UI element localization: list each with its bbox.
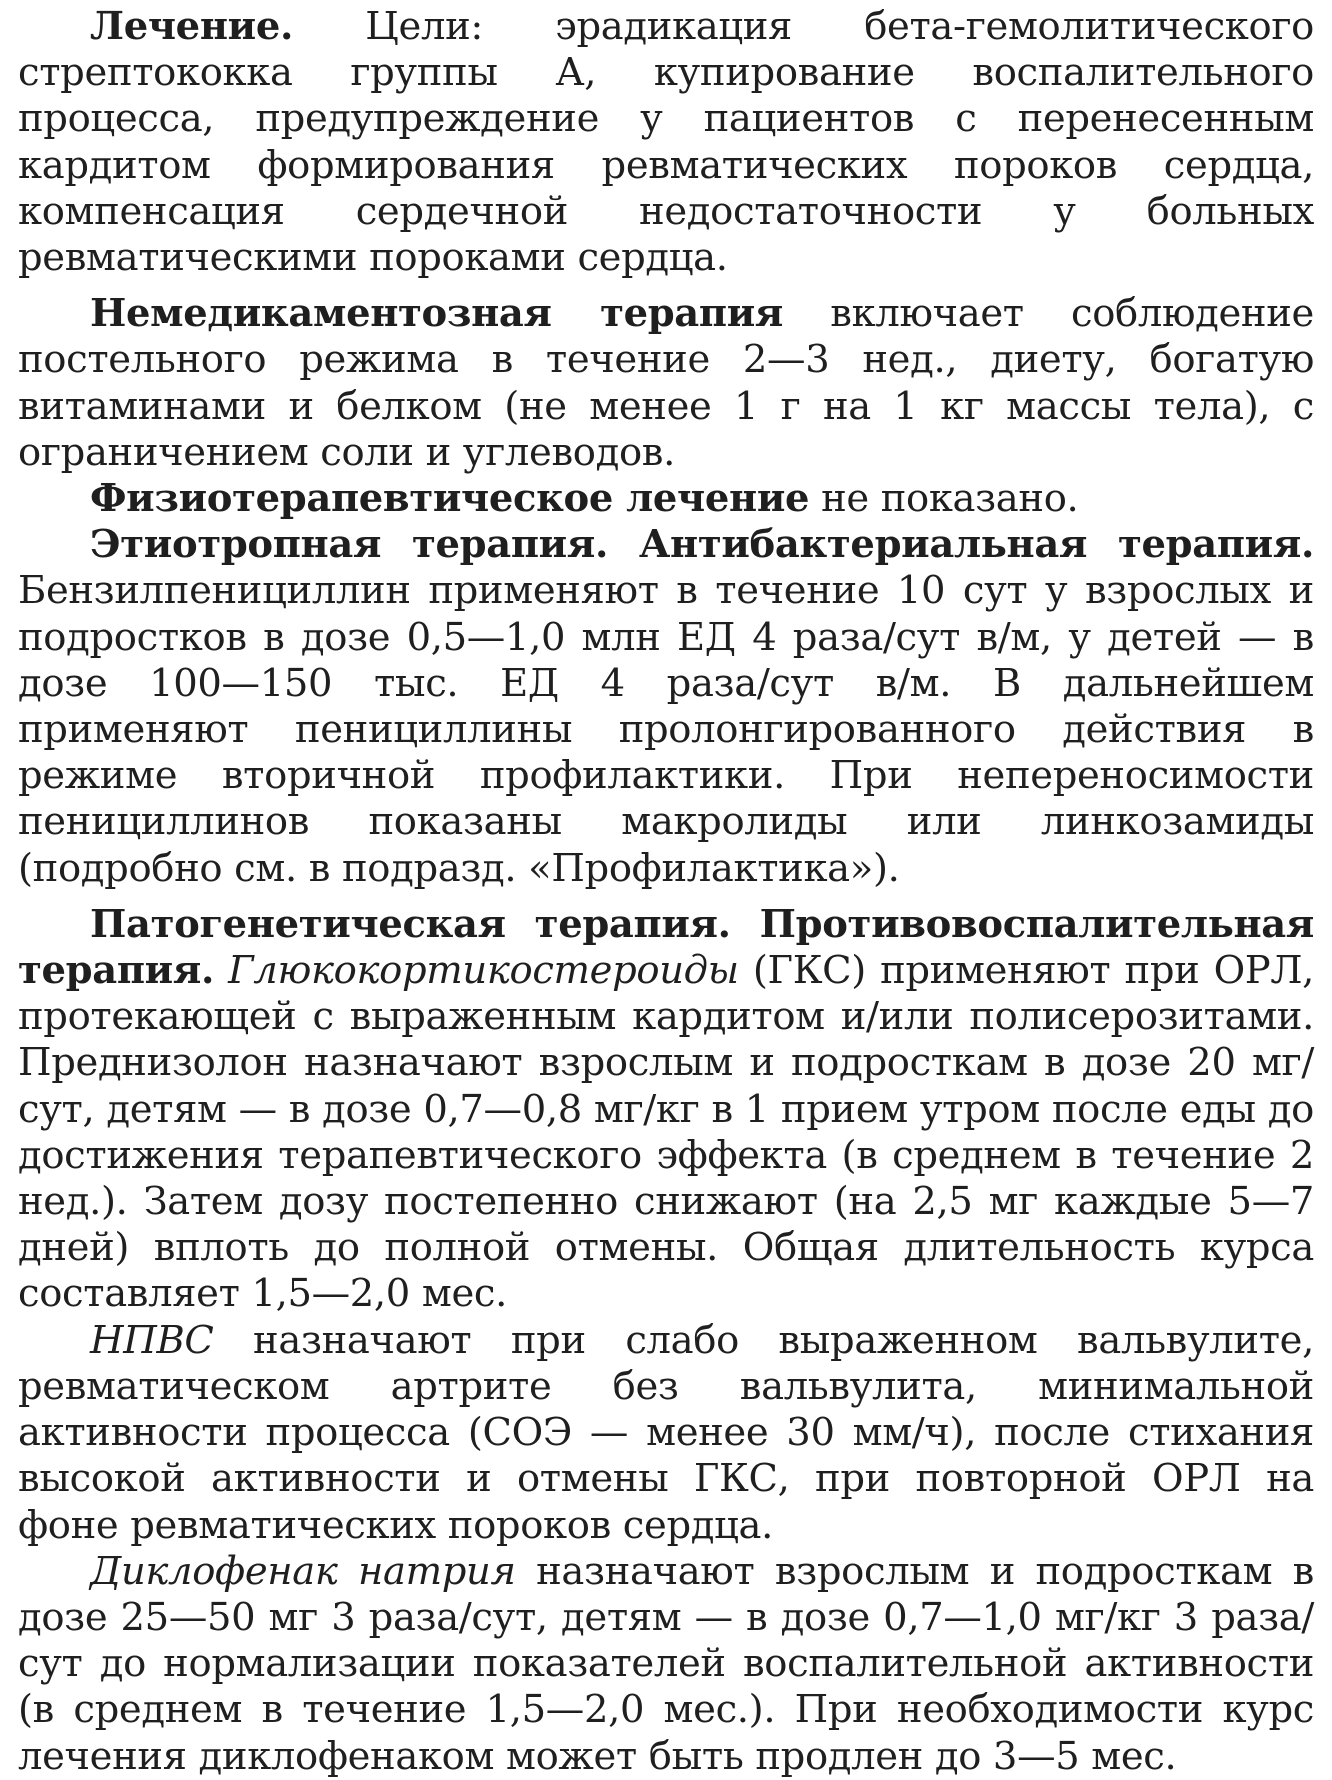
text-physiotherapy: не показано. [809,476,1079,522]
paragraph-diclofenac [18,1549,1314,1780]
document-page [18,4,1314,1780]
heading-physiotherapy: Физиотерапевтическое лечение [90,476,810,522]
text-nsaids: назначают при слабо выраженном вальвулите, ревматическом артрите без вальвулита, минимальной активности процесса (СОЭ — менее 30 мм/ч), после стихания высокой активности и отмены ГКС, при повторной ОРЛ на фоне ревматических пороков сердца. [18,1317,1314,1548]
text-treatment-goals: Цели: эрадикация бета-гемолитического стрептококка группы А, купирование воспалительного процесса, предупреждение у пациентов с перенесенным кардитом формирования ревматических пороков сердца, компенсация сердечной недостаточности у больных ревматическими пороками сердца. [18,4,1314,281]
term-nsaids: НПВС [90,1317,214,1363]
heading-treatment: Лечение. [90,4,294,49]
term-diclofenac: Диклофенак натрия [90,1548,516,1594]
paragraph-physiotherapy [18,476,1314,522]
text-etiotropic-therapy: Бензилпенициллин применяют в течение 10 сут у взрослых и подростков в дозе 0,5—1,0 млн ЕД 4 раза/сут в/м, у детей — в дозе 100—150 тыс. ЕД 4 раза/сут в/м. В дальнейшем применяют пенициллины пролонгированного действия в режиме вторичной профилактики. При непереносимости пенициллинов показаны макролиды или линкозамиды (подробно см. в подразд. «Профилактика»). [18,568,1314,891]
paragraph-etiotropic-therapy [18,522,1314,892]
heading-non-drug-therapy: Немедикаментозная терапия [90,291,784,337]
term-glucocorticosteroids: Глюкокортикостероиды [228,948,739,994]
paragraph-pathogenetic-therapy [18,902,1314,1318]
text-diclofenac: назначают взрослым и подросткам в дозе 25—50 мг 3 раза/сут, детям — в дозе 0,7—1,0 мг/кг 3 раза/сут до нормализации показателей воспалительной активности (в среднем в течение 1,5—2,0 мес.). При необходимости курс лечения диклофенаком может быть продлен до 3—5 мес. [18,1548,1314,1779]
paragraph-non-drug-therapy [18,291,1314,476]
paragraph-nsaids [18,1318,1314,1549]
paragraph-treatment-goals [18,4,1314,281]
heading-pathogenetic-therapy: Патогенетическая терапия. Противовоспалительная терапия. [18,901,1314,994]
heading-etiotropic-therapy: Этиотропная терапия. Антибактериальная терапия. [90,522,1314,568]
text-pathogenetic-therapy: (ГКС) применяют при ОРЛ, протекающей с выраженным кардитом и/или полисерозитами. Преднизолон назначают взрослым и подросткам в дозе 20 мг/сут, детям — в дозе 0,7—0,8 мг/кг в 1 прием утром после еды до достижения терапевтического эффекта (в среднем в течение 2 нед.). Затем дозу постепенно снижают (на 2,5 мг каждые 5—7 дней) вплоть до полной отмены. Общая длительность курса составляет 1,5—2,0 мес. [18,948,1315,1317]
text-non-drug-therapy: включает соблюдение постельного режима в течение 2—3 нед., диету, богатую витаминами и белком (не менее 1 г на 1 кг массы тела), с ограничением соли и углеводов. [18,291,1314,475]
